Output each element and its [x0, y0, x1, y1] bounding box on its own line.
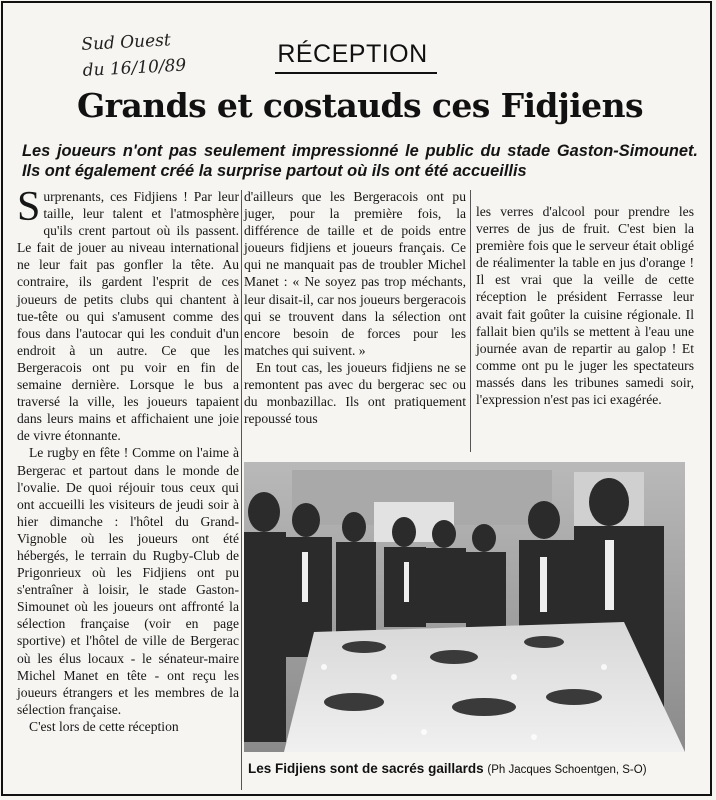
article-column-3: [476, 203, 694, 408]
handwritten-note-line-1: Sud Ouest: [80, 30, 172, 55]
article-column-1: [17, 184, 239, 735]
handwritten-source-note: [81, 24, 234, 84]
section-kicker: RÉCEPTION: [277, 40, 428, 68]
caption-text: Les Fidjiens sont de sacrés gaillards: [248, 761, 484, 776]
column-divider: [470, 190, 471, 452]
paragraph: C'est lors de cette réception: [29, 718, 179, 734]
paragraph: d'ailleurs que les Bergeracois ont pu juger, pour la première fois, la différence de taille et de poids entre joueurs fidjiens et joueurs français. Ce qui ne manquait pas de troubler Michel Manet : « Ne soyez pas trop méchants, leur disait-il, car nos joueurs bergeracois qui se trouvent dans la sélection ont encore besoin de forces pour les matches qui suivent. »: [244, 189, 466, 358]
paragraph: les verres d'alcool pour prendre les verres de jus de fruit. C'est bien la première fois que le serveur était obligé de réalimenter la table en jus d'orange ! Il est vrai que la veille de cette réception le président Ferrasse leur avait fait goûter la cuisine régionale. Il fallait bien qu'ils se mettent à l'eau une journée avan de repartir au galop ! Et comme ont pu le juger les spectateurs massés dans les tribunes samedi soir, l'expression n'est pas ici exagérée.: [476, 204, 694, 408]
paragraph: En tout cas, les joueurs fidjiens ne se remontent pas avec du bergerac sec ou du monbazillac. Ils ont pratiquement repoussé tous: [244, 359, 466, 427]
handwritten-note-line-2: du 16/10/89: [82, 55, 187, 81]
article-standfirst: Les joueurs n'ont pas seulement impressionné le public du stade Gaston-Simounet. Ils ont également créé la surprise partout où ils ont été accueillis: [22, 142, 698, 180]
drop-cap: S: [17, 184, 41, 230]
article-photo: [244, 462, 685, 752]
paragraph: Le rugby en fête ! Comme on l'aime à Bergerac et partout dans le monde de l'ovalie. De quoi réjouir tous ceux qui ont accueilli les visiteurs de jeudi soir à hier dimanche : l'hôtel du Grand-Vignoble où les joueurs ont été hébergés, le terrain du Rugby-Club de Prigonrieux où les Fidjiens ont pu s'entraîner à loisir, le stade Gaston-Simounet où les joueurs ont affronté la sélection française (voir en page sportive) et l'hôtel de ville de Bergerac où les élus locaux - le sénateur-maire Michel Manet en tête - ont reçu les joueurs étrangers et les membres de la sélection française.: [17, 445, 239, 717]
article-headline: Grands et costauds ces Fidjiens: [77, 86, 643, 125]
reception-photo-image: [244, 462, 685, 752]
kicker-underline: [275, 72, 437, 74]
paragraph: [17, 184, 239, 444]
photo-caption: [248, 761, 688, 776]
column-divider: [241, 190, 242, 790]
article-column-2: [244, 188, 466, 427]
photo-credit: (Ph Jacques Schoentgen, S-O): [487, 764, 647, 776]
paragraph-text: urprenants, ces Fidjiens ! Par leur taille, leur talent et l'atmosphère qu'ils crent partout où ils passent. Le fait de jouer au niveau international ne leur fait pas gonfler la tête. Au contraire, ils gardent l'esprit de ces joueurs de petits clubs qui chantent à tue-tête ou qui s'amusent comme des fous dans l'autocar qui les conduit d'un endroit à un autre. Ce que les Bergeracois ont pu voir en fin de semaine dernière. Lorsque le bus a traversé la ville, les joueurs tapaient dans leurs mains et affichaient une joie de vivre étonnante.: [17, 189, 239, 444]
